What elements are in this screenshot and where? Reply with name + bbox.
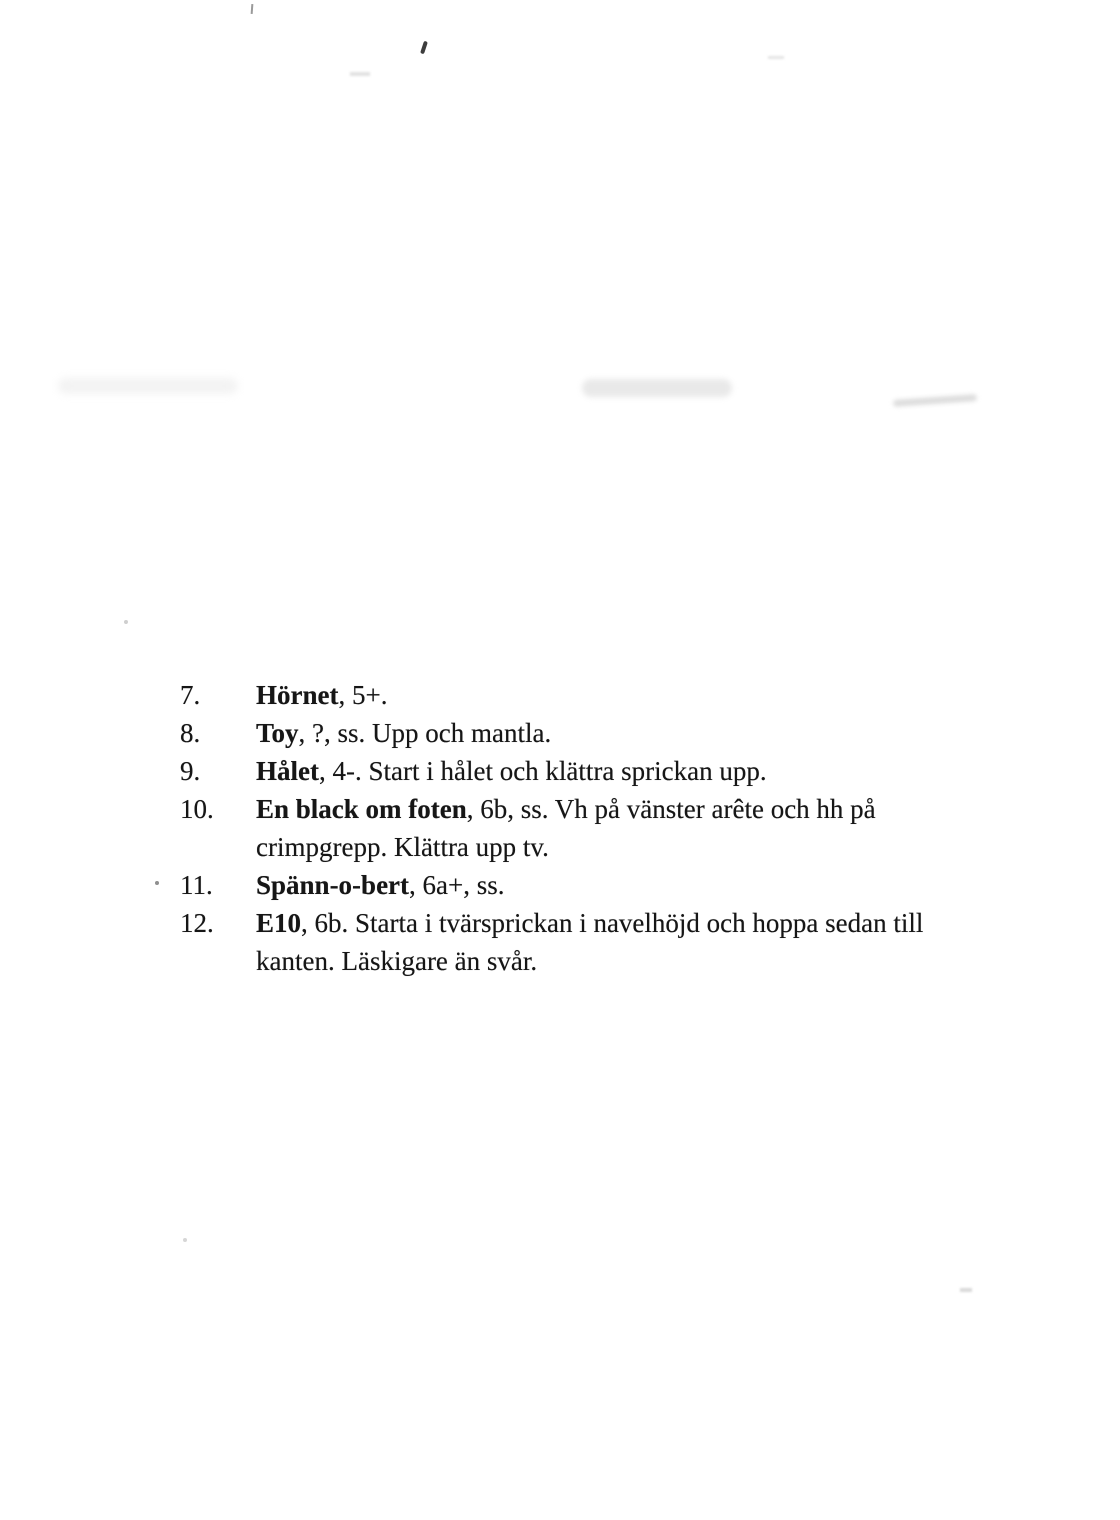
route-description bbox=[256, 752, 962, 790]
route-name: Hörnet bbox=[256, 680, 339, 710]
route-details: , 6b, ss. Vh på vänster arête och hh på crimpgrepp. Klättra upp tv. bbox=[256, 794, 876, 862]
route-name: Hålet bbox=[256, 756, 319, 786]
route-list-item bbox=[180, 714, 962, 752]
scan-artifact bbox=[124, 620, 128, 624]
route-details: , 4-. Start i hålet och klättra sprickan upp. bbox=[318, 756, 767, 786]
scan-artifact bbox=[350, 72, 370, 76]
scan-artifact bbox=[183, 1238, 187, 1242]
route-description bbox=[256, 790, 962, 866]
route-list-item bbox=[180, 904, 962, 980]
route-list-item bbox=[180, 752, 962, 790]
route-description bbox=[256, 904, 962, 980]
scan-artifact bbox=[251, 4, 254, 14]
route-number: 10. bbox=[180, 794, 214, 824]
route-description bbox=[256, 866, 962, 904]
route-number: 7. bbox=[180, 680, 201, 710]
route-name: En black om foten bbox=[256, 794, 467, 824]
route-name: Spänn-o-bert bbox=[256, 870, 410, 900]
route-number: 11. bbox=[180, 870, 213, 900]
scan-artifact bbox=[768, 56, 784, 59]
route-details: , 6b. Starta i tvärsprickan i navelhöjd och hoppa sedan till kanten. Läskigare än svår. bbox=[256, 908, 924, 976]
route-description bbox=[256, 714, 962, 752]
scan-artifact bbox=[893, 394, 977, 407]
route-details: , ?, ss. Upp och mantla. bbox=[298, 718, 552, 748]
route-number: 9. bbox=[180, 756, 201, 786]
route-name: Toy bbox=[256, 718, 299, 748]
route-details: , 5+. bbox=[338, 680, 388, 710]
route-details: , 6a+, ss. bbox=[409, 870, 505, 900]
scan-artifact bbox=[582, 379, 732, 397]
route-list-item bbox=[180, 866, 962, 904]
route-description bbox=[256, 676, 962, 714]
scan-artifact bbox=[420, 41, 428, 55]
scan-artifact bbox=[58, 378, 238, 394]
route-list-item bbox=[180, 676, 962, 714]
scan-artifact bbox=[960, 1288, 972, 1292]
scan-artifact bbox=[155, 881, 159, 885]
route-name: E10 bbox=[256, 908, 302, 938]
route-list-item bbox=[180, 790, 962, 866]
route-number: 12. bbox=[180, 908, 214, 938]
route-number: 8. bbox=[180, 718, 201, 748]
route-list bbox=[180, 676, 962, 980]
